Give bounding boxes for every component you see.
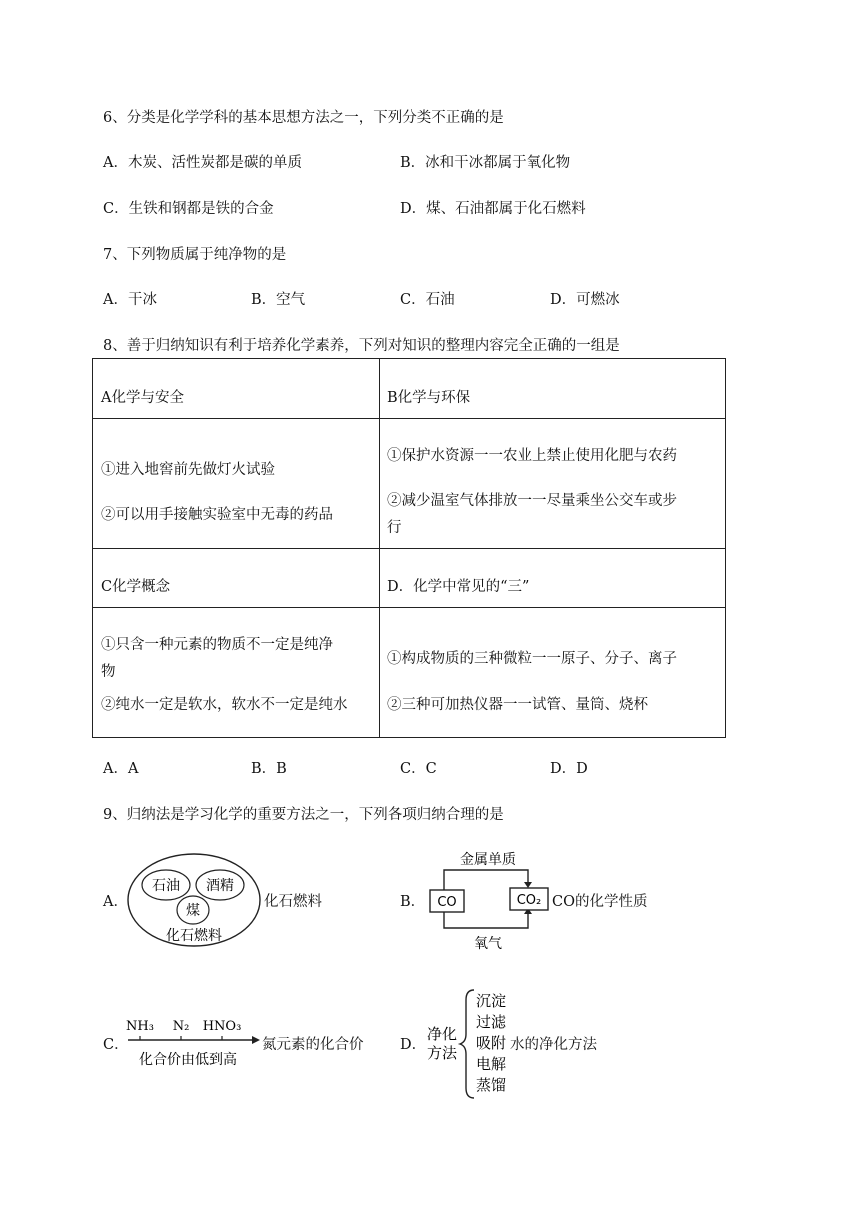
purification-brace-diagram xyxy=(424,986,514,1102)
venn-outer-label: 化石燃料 xyxy=(166,928,222,944)
cell-b-item-2-cont: 行 xyxy=(387,520,402,536)
q7-option-c[interactable]: C．石油 xyxy=(400,292,455,308)
top-arrow-head xyxy=(524,882,532,888)
q9-option-d[interactable]: D． xyxy=(400,1037,427,1053)
q9-d-caption: 水的净化方法 xyxy=(510,1037,597,1053)
q8-option-a[interactable]: A．A xyxy=(103,761,139,777)
fossil-fuel-venn-diagram xyxy=(124,850,264,950)
box-co2-label: CO₂ xyxy=(516,893,542,908)
cell-d-item-1: ①构成物质的三种微粒一一原子、分子、离子 xyxy=(387,651,677,667)
co-diagram-top-label: 金属单质 xyxy=(460,852,516,868)
cell-b-item-1: ①保护水资源一一农业上禁止使用化肥与农药 xyxy=(387,448,677,464)
knowledge-table xyxy=(92,358,726,738)
q9-a-caption: 化石燃料 xyxy=(264,894,322,910)
cell-c-item-2: ②纯水一定是软水，软水不一定是纯水 xyxy=(101,697,348,713)
brace-head-1: 净化 xyxy=(426,1025,458,1043)
cell-c-title: C化学概念 xyxy=(101,579,171,595)
purification-item-1: 沉淀 xyxy=(476,992,507,1010)
co-diagram-bottom-label: 氧气 xyxy=(474,936,502,952)
q9-b-caption: CO的化学性质 xyxy=(552,894,648,910)
top-arrow-path xyxy=(444,870,528,890)
q9-option-b[interactable]: B． xyxy=(400,894,426,910)
axis-arrow-head xyxy=(252,1036,260,1044)
axis-item-hno3: HNO₃ xyxy=(202,1019,242,1034)
table-divider-1 xyxy=(93,418,725,419)
q8-option-c[interactable]: C．C xyxy=(400,761,437,777)
purification-item-3: 吸附 xyxy=(476,1034,507,1052)
q7-option-a[interactable]: A．干冰 xyxy=(103,292,157,308)
q7-option-d[interactable]: D．可燃冰 xyxy=(550,292,620,308)
q6-option-b[interactable]: B．冰和干冰都属于氧化物 xyxy=(400,155,571,171)
venn-item-petroleum: 石油 xyxy=(152,878,180,894)
question-6-stem: 6、分类是化学学科的基本思想方法之一，下列分类不正确的是 xyxy=(103,110,504,126)
cell-c-item-1-cont: 物 xyxy=(101,664,116,680)
question-9-stem: 9、归纳法是学习化学的重要方法之一，下列各项归纳合理的是 xyxy=(103,807,504,823)
purification-item-4: 电解 xyxy=(476,1055,507,1073)
purification-item-2: 过滤 xyxy=(476,1013,507,1031)
q7-option-b[interactable]: B．空气 xyxy=(251,292,306,308)
axis-caption: 化合价由低到高 xyxy=(139,1052,237,1068)
cell-b-item-2: ②减少温室气体排放一一尽量乘坐公交车或步 xyxy=(387,493,677,509)
venn-item-alcohol: 酒精 xyxy=(206,878,234,894)
nitrogen-valence-axis xyxy=(122,1012,262,1072)
q9-option-a[interactable]: A． xyxy=(103,894,128,910)
bottom-arrow-path xyxy=(444,912,528,928)
purification-item-5: 蒸馏 xyxy=(476,1076,507,1094)
q6-option-c[interactable]: C．生铁和钢都是铁的合金 xyxy=(103,201,274,217)
curly-brace xyxy=(460,990,474,1098)
brace-head-2: 方法 xyxy=(426,1044,458,1062)
q6-option-d[interactable]: D．煤、石油都属于化石燃料 xyxy=(400,201,586,217)
q8-option-b[interactable]: B．B xyxy=(251,761,287,777)
box-co-label: CO xyxy=(437,895,457,910)
co-reaction-diagram xyxy=(424,846,552,956)
cell-d-title: D．化学中常见的“三” xyxy=(387,579,530,595)
table-divider-2 xyxy=(93,548,725,549)
cell-d-item-2: ②三种可加热仪器一一试管、量筒、烧杯 xyxy=(387,697,648,713)
q9-option-c[interactable]: C． xyxy=(103,1037,129,1053)
cell-a-item-2: ②可以用手接触实验室中无毒的药品 xyxy=(101,507,333,523)
cell-b-title: B化学与环保 xyxy=(387,390,471,406)
axis-item-n2: N₂ xyxy=(172,1019,190,1034)
cell-a-title: A化学与安全 xyxy=(101,390,184,406)
table-divider-3 xyxy=(93,607,725,608)
cell-c-item-1: ①只含一种元素的物质不一定是纯净 xyxy=(101,637,333,653)
q8-option-d[interactable]: D．D xyxy=(550,761,588,777)
question-8-stem: 8、善于归纳知识有利于培养化学素养，下列对知识的整理内容完全正确的一组是 xyxy=(103,338,620,354)
q9-c-caption: 氮元素的化合价 xyxy=(262,1037,364,1053)
q6-option-a[interactable]: A．木炭、活性炭都是碳的单质 xyxy=(103,155,302,171)
question-7-stem: 7、下列物质属于纯净物的是 xyxy=(103,247,287,263)
venn-item-coal: 煤 xyxy=(186,903,200,919)
cell-a-item-1: ①进入地窖前先做灯火试验 xyxy=(101,462,275,478)
axis-item-nh3: NH₃ xyxy=(126,1019,154,1034)
